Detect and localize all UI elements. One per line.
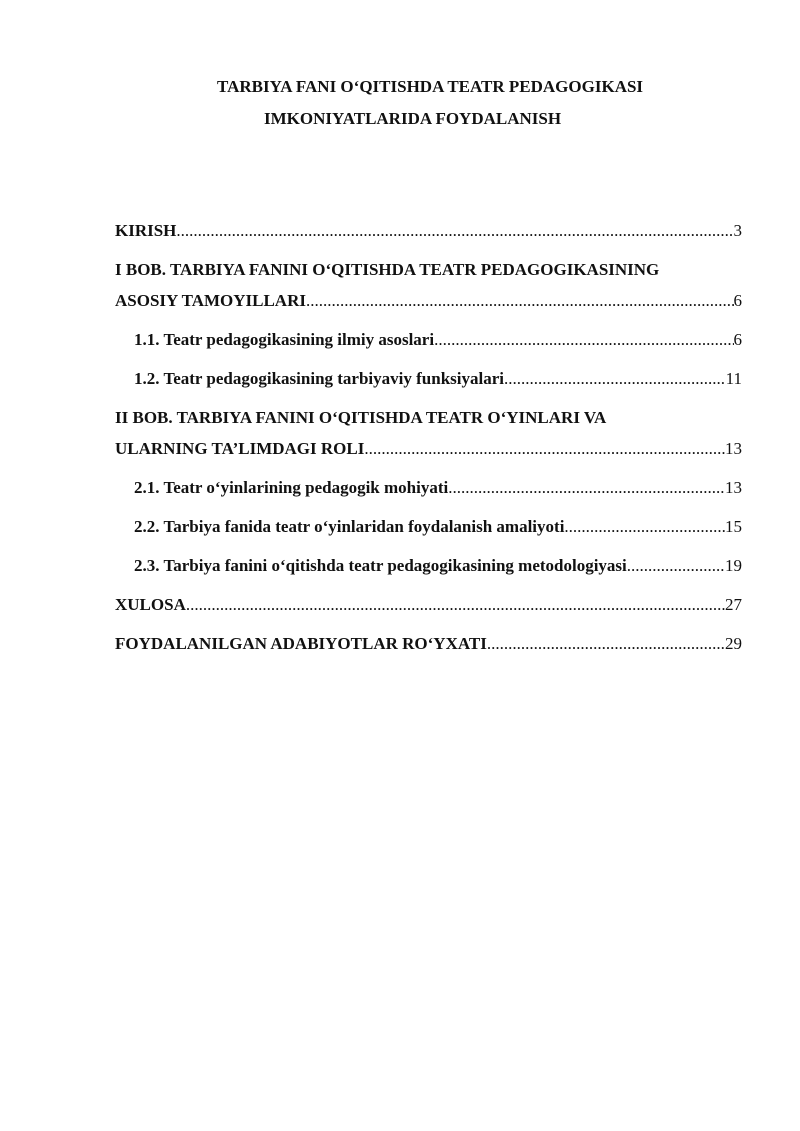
toc-entry-section-2-2[interactable] (115, 517, 742, 556)
toc-entry-title: 1.1. Teatr pedagogikasining ilmiy asoslari (134, 330, 435, 349)
toc-entry-title: ULARNING TA’LIMDAGI ROLI (115, 439, 365, 458)
toc-leader-dots (564, 517, 725, 537)
toc-leader-dots (434, 330, 733, 350)
toc-entry-section-2-3[interactable] (115, 556, 742, 595)
toc-entry-title: 1.2. Teatr pedagogikasining tarbiyaviy funksiyalari (134, 369, 504, 388)
toc-entry-title: II BOB. TARBIYA FANINI O‘QITISHDA TEATR O‘YINLARI VA (115, 408, 607, 427)
toc-page-number: 11 (725, 369, 742, 388)
toc-entry-title: 2.2. Tarbiya fanida teatr o‘yinlaridan foydalanish amaliyoti (134, 517, 565, 536)
toc-entry-title: FOYDALANILGAN ADABIYOTLAR RO‘YXATI (115, 634, 487, 653)
toc-entry-title: ASOSIY TAMOYILLARI (115, 291, 306, 310)
toc-leader-dots (306, 291, 734, 311)
toc-entry-xulosa[interactable] (115, 595, 742, 634)
document-title-line-2: IMKONIYATLARIDA FOYDALANISH (264, 109, 562, 128)
toc-entry-chapter-1[interactable] (115, 291, 742, 330)
toc-page-number: 19 (725, 556, 742, 575)
toc-page-number: 13 (725, 439, 742, 458)
toc-leader-dots (504, 369, 726, 389)
toc-page-number: 3 (733, 221, 742, 240)
toc-leader-dots (186, 595, 725, 615)
toc-page-number: 6 (733, 291, 742, 310)
toc-entry-title: XULOSA (115, 595, 186, 614)
toc-entry-kirish[interactable] (115, 221, 742, 260)
toc-leader-dots (487, 634, 725, 654)
toc-page-number: 15 (725, 517, 742, 536)
toc-entry-chapter-2[interactable] (115, 439, 742, 478)
toc-entry-bibliography[interactable] (115, 634, 742, 673)
toc-entry-chapter-2-line-1[interactable] (115, 408, 742, 439)
toc-page-number: 27 (725, 595, 742, 614)
toc-entry-title: 2.1. Teatr o‘yinlarining pedagogik mohiyati (134, 478, 449, 497)
toc-page-number: 29 (725, 634, 742, 653)
toc-page-number: 13 (725, 478, 742, 497)
toc-entry-section-2-1[interactable] (115, 478, 742, 517)
toc-leader-dots (627, 556, 725, 576)
toc-entry-title: 2.3. Tarbiya fanini o‘qitishda teatr pedagogikasining metodologiyasi (134, 556, 627, 575)
toc-entry-title: I BOB. TARBIYA FANINI O‘QITISHDA TEATR PEDAGOGIKASINING (115, 260, 660, 279)
toc-page-number: 6 (733, 330, 742, 349)
toc-entry-chapter-1-line-1[interactable] (115, 260, 742, 291)
table-of-contents (115, 221, 742, 673)
toc-entry-section-1-1[interactable] (115, 330, 742, 369)
document-title-line-1: TARBIYA FANI O‘QITISHDA TEATR PEDAGOGIKASI (217, 77, 644, 96)
toc-leader-dots (448, 478, 725, 498)
toc-leader-dots (364, 439, 725, 459)
toc-entry-section-1-2[interactable] (115, 369, 742, 408)
toc-entry-title: KIRISH (115, 221, 177, 240)
toc-leader-dots (176, 221, 733, 241)
